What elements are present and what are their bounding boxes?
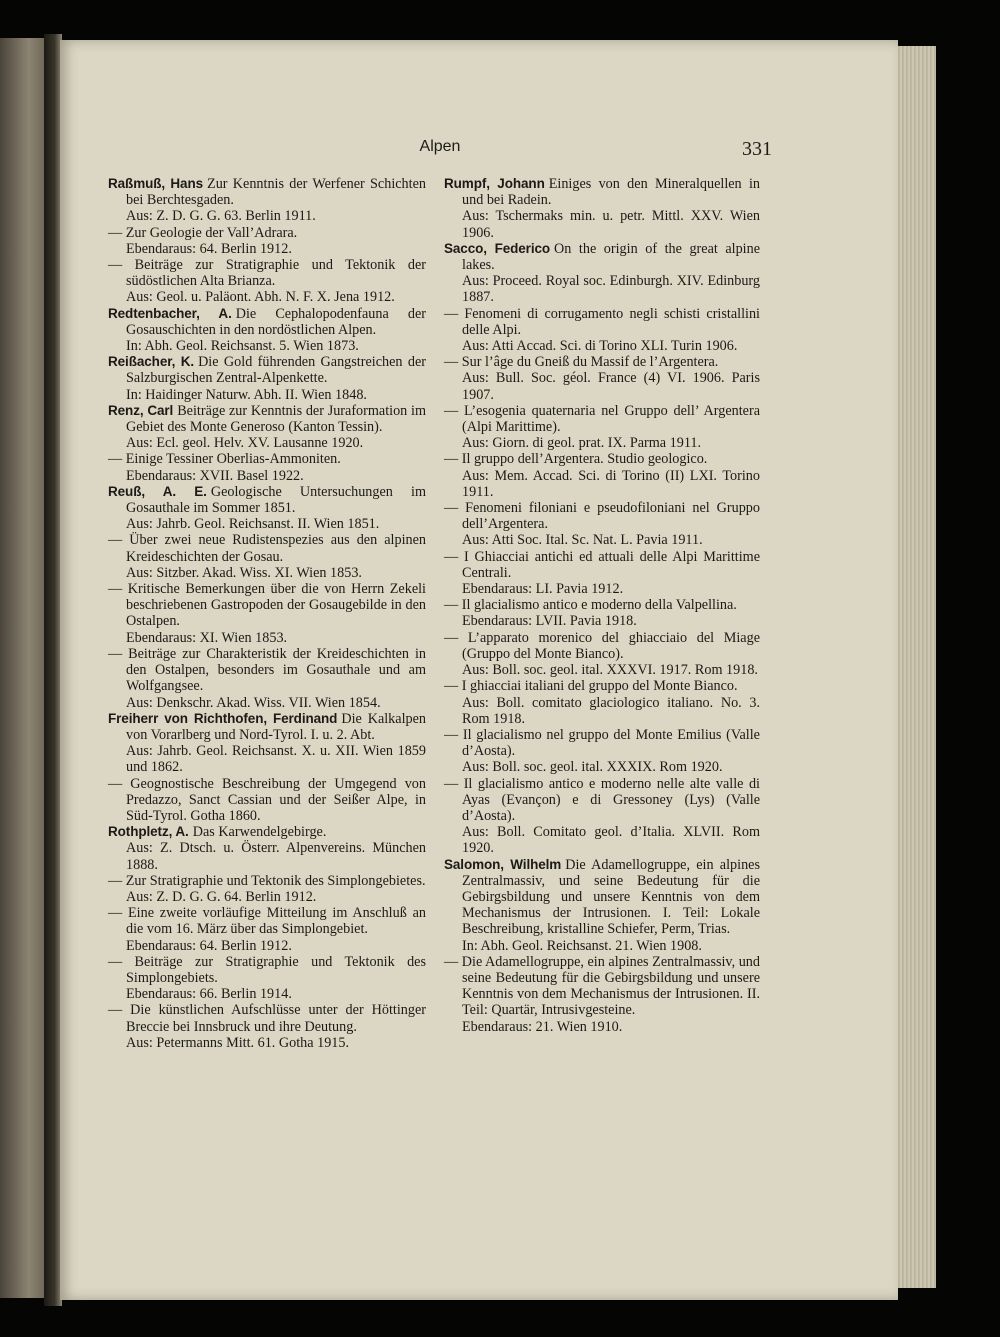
- source-reference: Aus: Geol. u. Paläont. Abh. N. F. X. Jena 1912.: [126, 289, 395, 306]
- sub-work-title: — Über zwei neue Rudistenspezies aus den alpinen Kreideschichten der Gosau.: [108, 532, 426, 565]
- author-name: Rumpf, Johann: [444, 176, 545, 191]
- source-reference: In: Abh. Geol. Reichsanst. 21. Wien 1908.: [462, 937, 702, 954]
- entry-heading: [444, 176, 760, 208]
- sub-work-title: — Einige Tessiner Oberlias-Ammoniten.: [108, 451, 341, 468]
- sub-work-title: — Beiträge zur Stratigraphie und Tektonik der südöstlichen Alta Brianza.: [108, 257, 426, 290]
- bibliography-entry: [108, 306, 426, 355]
- sub-work-title: — Fenomeni di corrugamento negli schisti cristallini delle Alpi.: [444, 305, 760, 338]
- author-name: Sacco, Federico: [444, 240, 551, 256]
- author-name: Redtenbacher, A.: [108, 305, 232, 321]
- work-title: Einiges von den Mineralquellen in und bei Radein.: [462, 176, 760, 209]
- source-reference: Ebendaraus: LI. Pavia 1912.: [462, 581, 624, 598]
- sub-work-title: — Sur l’âge du Gneiß du Massif de l’Argentera.: [444, 354, 719, 371]
- source-reference: Aus: Boll. comitato glaciologico italiano. No. 3. Rom 1918.: [462, 694, 760, 727]
- work-title: Die Cephalopodenfauna der Gosauschichten in den nordöstlichen Alpen.: [126, 305, 426, 338]
- bibliography-column-left: [108, 176, 426, 1051]
- bibliography-entry: [108, 354, 426, 403]
- entry-heading: [444, 241, 760, 273]
- work-title: On the origin of the great alpine lakes.: [462, 240, 761, 274]
- source-reference: Ebendaraus: 21. Wien 1910.: [462, 1018, 623, 1035]
- source-reference: Aus: Ecl. geol. Helv. XV. Lausanne 1920.: [126, 435, 364, 452]
- source-reference: Aus: Denkschr. Akad. Wiss. VII. Wien 1854.: [126, 694, 381, 711]
- sub-work-title: — Il gruppo dell’Argentera. Studio geologico.: [444, 451, 708, 468]
- source-reference: In: Abh. Geol. Reichsanst. 5. Wien 1873.: [126, 338, 359, 355]
- sub-work-title: — Zur Stratigraphie und Tektonik des Simplongebietes.: [108, 872, 426, 889]
- entry-heading: [108, 306, 426, 338]
- source-reference: Ebendaraus: 66. Berlin 1914.: [126, 986, 292, 1003]
- work-title: Beiträge zur Kenntnis der Juraformation im Gebiet des Monte Generoso (Kanton Tessin).: [126, 402, 426, 436]
- work-title: Die Gold führenden Gangstreichen der Salzburgischen Zentral-Alpenkette.: [126, 354, 426, 387]
- sub-work-title: — Il glacialismo nel gruppo del Monte Emilius (Valle d’Aosta).: [444, 726, 760, 760]
- sub-work-title: — L’esogenia quaternaria nel Gruppo dell’ Argentera (Alpi Marittime).: [444, 402, 760, 436]
- bibliography-entry: [108, 711, 426, 824]
- sub-work-title: — Eine zweite vorläufige Mitteilung im Anschluß an die vom 16. März über das Simplongebiet.: [108, 905, 426, 938]
- bibliography-entry: [108, 176, 426, 306]
- source-reference: Aus: Atti Soc. Ital. Sc. Nat. L. Pavia 1911.: [462, 532, 703, 549]
- page-stack-edges: [896, 46, 936, 1288]
- author-name: Reißacher, K.: [108, 354, 195, 370]
- entry-heading: [108, 403, 426, 435]
- bibliography-entry: [444, 176, 760, 241]
- author-name: Salomon, Wilhelm: [444, 856, 562, 872]
- sub-work-title: — Die Adamellogruppe, ein alpines Zentralmassiv, und seine Bedeutung für die Gebirgsbildung und unsere Kenntnis von dem Mechanismus der Intrusionen. II. Teil: Quartär, Intrusivgesteine.: [444, 953, 760, 1019]
- running-head: Alpen: [419, 138, 461, 155]
- source-reference: Ebendaraus: LVII. Pavia 1918.: [462, 613, 637, 630]
- source-reference: Aus: Boll. Comitato geol. d’Italia. XLVII. Rom 1920.: [462, 824, 760, 857]
- source-reference: Aus: Sitzber. Akad. Wiss. XI. Wien 1853.: [126, 564, 362, 581]
- bibliography-entry: [108, 403, 426, 484]
- author-name: Reuß, A. E.: [108, 483, 207, 499]
- sub-work-title: — Il glacialismo antico e moderno nelle alte valle di Ayas (Evançon) e di Gressoney (Lys) (Valle d’Aosta).: [444, 775, 760, 824]
- source-reference: Aus: Proceed. Royal soc. Edinburgh. XIV. Edinburg 1887.: [462, 273, 760, 306]
- source-reference: Aus: Atti Accad. Sci. di Torino XLI. Turin 1906.: [462, 338, 738, 355]
- work-title: Geologische Untersuchungen im Gosauthale im Sommer 1851.: [126, 483, 426, 517]
- source-reference: Aus: Tschermaks min. u. petr. Mittl. XXV. Wien 1906.: [462, 208, 760, 241]
- sub-work-title: — Geognostische Beschreibung der Umgegend von Predazzo, Sanct Cassian und der Seißer Alpe, in Süd-Tyrol. Gotha 1860.: [108, 775, 426, 824]
- author-name: Freiherr von Richthofen, Ferdinand: [108, 710, 338, 726]
- author-name: Renz, Carl: [108, 402, 174, 418]
- source-reference: Aus: Boll. soc. geol. ital. XXXVI. 1917. Rom 1918.: [462, 662, 758, 679]
- sub-work-title: — Fenomeni filoniani e pseudofiloniani nel Gruppo dell’Argentera.: [444, 500, 760, 533]
- source-reference: Aus: Jahrb. Geol. Reichsanst. X. u. XII. Wien 1859 und 1862.: [126, 743, 426, 776]
- sub-work-title: — L’apparato morenico del ghiacciaio del Miage (Gruppo del Monte Bianco).: [444, 629, 760, 662]
- sub-work-title: — Zur Geologie der Vall’Adrara.: [108, 224, 298, 241]
- source-reference: Aus: Z. Dtsch. u. Österr. Alpenvereins. München 1888.: [126, 840, 426, 873]
- sub-work-title: — Kritische Bemerkungen über die von Herrn Zekeli beschriebenen Gastropoden der Gosaugebilde in den Ostalpen.: [108, 581, 426, 630]
- bibliography-entry: [444, 857, 760, 1035]
- work-title: Zur Kenntnis der Werfener Schichten bei Berchtesgaden.: [126, 176, 426, 209]
- author-name: Raßmuß, Hans: [108, 176, 204, 191]
- bibliography-column-right: [444, 176, 760, 1035]
- bibliography-entry: [108, 824, 426, 1051]
- work-title: Die Kalkalpen von Vorarlberg und Nord-Tyrol. I. u. 2. Abt.: [126, 710, 426, 743]
- source-reference: Ebendaraus: XVII. Basel 1922.: [126, 467, 304, 484]
- source-reference: Aus: Jahrb. Geol. Reichsanst. II. Wien 1851.: [126, 516, 380, 533]
- page-number: 331: [742, 138, 772, 160]
- sub-work-title: — I Ghiacciai antichi ed attuali delle Alpi Marittime Centrali.: [444, 548, 760, 581]
- source-reference: Aus: Mem. Accad. Sci. di Torino (II) LXI. Torino 1911.: [462, 467, 760, 500]
- author-name: Rothpletz, A.: [108, 824, 189, 840]
- entry-heading: [108, 354, 426, 386]
- source-reference: Ebendaraus: XI. Wien 1853.: [126, 629, 288, 646]
- source-reference: Aus: Boll. soc. geol. ital. XXXIX. Rom 1920.: [462, 759, 723, 776]
- entry-heading: [108, 711, 426, 743]
- source-reference: Aus: Giorn. di geol. prat. IX. Parma 1911.: [462, 435, 702, 452]
- sub-work-title: — Die künstlichen Aufschlüsse unter der Höttinger Breccie bei Innsbruck und ihre Deutung.: [108, 1002, 426, 1035]
- sub-work-title: — Beiträge zur Charakteristik der Kreideschichten in den Ostalpen, besonders im Gosauthale und am Wolfgangsee.: [108, 645, 426, 695]
- sub-work-title: — I ghiacciai italiani del gruppo del Monte Bianco.: [444, 678, 738, 695]
- source-reference: Aus: Petermanns Mitt. 61. Gotha 1915.: [126, 1034, 350, 1051]
- entry-heading: [108, 484, 426, 516]
- source-reference: Ebendaraus: 64. Berlin 1912.: [126, 937, 292, 954]
- source-reference: In: Haidinger Naturw. Abh. II. Wien 1848.: [126, 386, 367, 403]
- work-title: Die Adamellogruppe, ein alpines Zentralmassiv, und seine Bedeutung für die Gebirgsbildung und unsere Kenntnis von dem Mechanismus der Intrusionen. I. Teil: Lokale Beschreibung, kristalline Schiefer, Perm, Trias.: [462, 856, 760, 938]
- entry-heading: [108, 824, 426, 840]
- source-reference: Aus: Z. D. G. G. 64. Berlin 1912.: [126, 888, 317, 905]
- sub-work-title: — Il glacialismo antico e moderno della Valpellina.: [444, 597, 737, 614]
- sub-work-title: — Beiträge zur Stratigraphie und Tektonik des Simplongebiets.: [108, 953, 426, 986]
- entry-heading: [108, 176, 426, 208]
- entry-heading: [444, 857, 760, 938]
- bibliography-entry: [108, 484, 426, 711]
- source-reference: Aus: Bull. Soc. géol. France (4) VI. 1906. Paris 1907.: [462, 370, 760, 403]
- bibliography-entry: [444, 241, 760, 857]
- work-title: Das Karwendelgebirge.: [192, 824, 327, 841]
- facing-page-edge: [0, 38, 48, 1298]
- source-reference: Ebendaraus: 64. Berlin 1912.: [126, 240, 292, 257]
- source-reference: Aus: Z. D. G. G. 63. Berlin 1911.: [126, 208, 316, 225]
